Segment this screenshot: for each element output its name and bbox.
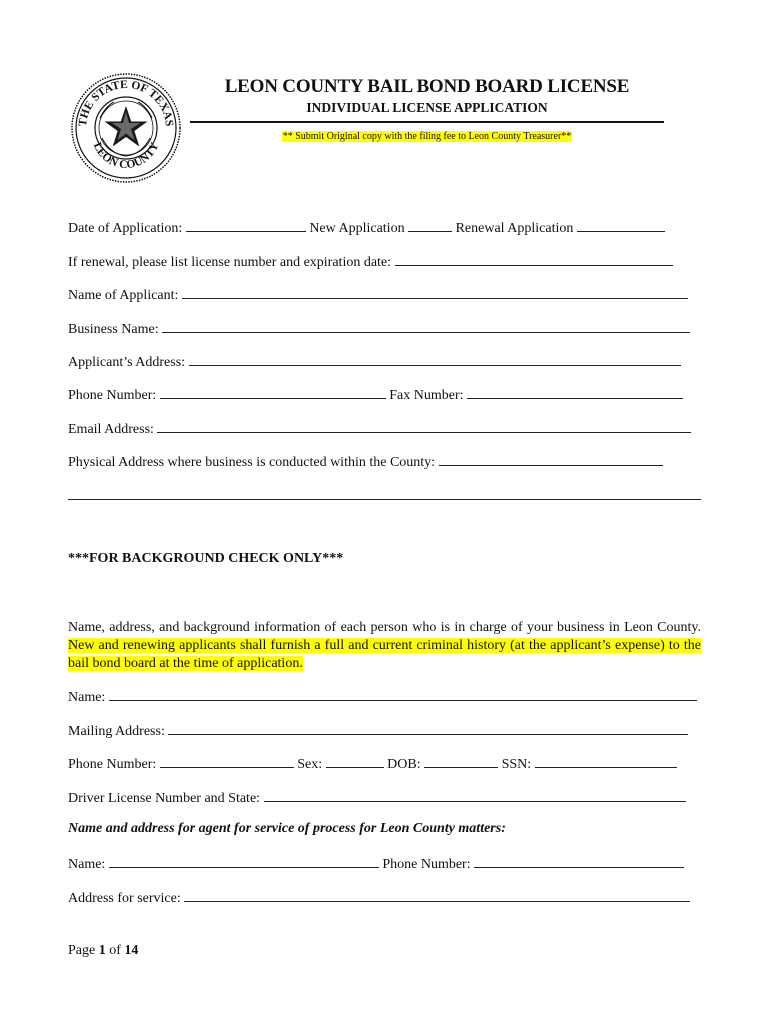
svg-text:THE STATE OF TEXAS: THE STATE OF TEXAS: [76, 78, 176, 128]
applicant-name-field[interactable]: [182, 285, 688, 299]
bg-ssn-label: SSN:: [501, 757, 532, 772]
bg-ssn-field[interactable]: [535, 754, 677, 768]
date-field[interactable]: [186, 218, 306, 232]
total-pages: 14: [124, 943, 139, 958]
bg-phone-label: Phone Number:: [68, 757, 157, 772]
agent-address-label: Address for service:: [68, 891, 181, 906]
date-label: Date of Application:: [68, 221, 183, 236]
renewal-application-field[interactable]: [577, 218, 665, 232]
business-name-field[interactable]: [162, 319, 690, 333]
physical-address-label: Physical Address where business is conducted within the County:: [68, 455, 436, 470]
header-divider: [190, 121, 664, 123]
physical-address-field[interactable]: [439, 452, 663, 466]
physical-address-row: [68, 452, 663, 471]
applicant-address-field[interactable]: [189, 352, 681, 366]
form-subtitle: INDIVIDUAL LICENSE APPLICATION: [306, 100, 548, 115]
svg-text:LEON COUNTY: LEON COUNTY: [90, 140, 162, 172]
phone-label: Phone Number:: [68, 388, 157, 403]
bg-dl-row: [68, 788, 686, 807]
form-title: LEON COUNTY BAIL BOND BOARD LICENSE: [224, 76, 630, 97]
bg-sex-field[interactable]: [326, 754, 384, 768]
bg-dl-label: Driver License Number and State:: [68, 791, 261, 806]
agent-heading: Name and address for agent for service of process for Leon County matters:: [68, 821, 506, 836]
agent-phone-field[interactable]: [474, 854, 684, 868]
agent-address-field[interactable]: [184, 888, 690, 902]
renewal-info-field[interactable]: [395, 252, 673, 266]
bg-phone-field[interactable]: [160, 754, 294, 768]
bg-dob-field[interactable]: [424, 754, 498, 768]
fax-field[interactable]: [467, 385, 683, 399]
bg-mailing-row: [68, 721, 688, 740]
renewal-info-row: [68, 252, 673, 271]
agent-phone-label: Phone Number:: [382, 857, 471, 872]
business-name-row: [68, 319, 690, 338]
bg-name-label: Name:: [68, 690, 106, 705]
bg-name-row: [68, 687, 697, 706]
filing-notice-text: ** Submit Original copy with the filing fee to Leon County Treasurer**: [282, 131, 572, 142]
agent-name-row: [68, 854, 684, 873]
bg-mailing-field[interactable]: [168, 721, 688, 735]
email-field[interactable]: [157, 419, 691, 433]
renewal-application-label: Renewal Application: [455, 221, 574, 236]
background-instructions: [68, 619, 701, 673]
page-word: Page: [68, 943, 96, 958]
phone-field[interactable]: [160, 385, 386, 399]
agent-name-field[interactable]: [109, 854, 379, 868]
email-label: Email Address:: [68, 422, 154, 437]
of-word: of: [109, 943, 121, 958]
bg-dob-label: DOB:: [387, 757, 421, 772]
applicant-address-label: Applicant’s Address:: [68, 355, 186, 370]
page-number: [68, 943, 138, 959]
business-name-label: Business Name:: [68, 322, 159, 337]
agent-name-label: Name:: [68, 857, 106, 872]
agent-address-row: [68, 888, 690, 907]
background-intro-text: Name, address, and background information of each person who is in charge of your business in Leon County.: [68, 620, 701, 635]
bg-name-field[interactable]: [109, 687, 697, 701]
phone-fax-row: [68, 385, 683, 404]
application-date-row: [68, 218, 665, 237]
background-highlight-text: New and renewing applicants shall furnish a full and current criminal history (at the applicant’s expense) to the bail bond board at the time of application.: [68, 638, 701, 671]
applicant-name-label: Name of Applicant:: [68, 288, 179, 303]
email-row: [68, 419, 691, 438]
bg-dl-field[interactable]: [264, 788, 686, 802]
new-application-field[interactable]: [408, 218, 452, 232]
fax-label: Fax Number:: [389, 388, 464, 403]
new-application-label: New Application: [309, 221, 405, 236]
filing-notice: [190, 131, 664, 142]
physical-address-continuation-line[interactable]: [68, 499, 701, 500]
bg-sex-label: Sex:: [297, 757, 323, 772]
current-page: 1: [98, 943, 106, 958]
renewal-info-label: If renewal, please list license number and expiration date:: [68, 255, 392, 270]
applicant-name-row: [68, 285, 688, 304]
background-check-heading: ***FOR BACKGROUND CHECK ONLY***: [68, 551, 344, 566]
bg-mailing-label: Mailing Address:: [68, 724, 165, 739]
bg-phone-row: [68, 754, 677, 773]
applicant-address-row: [68, 352, 681, 371]
leon-county-seal: [70, 72, 182, 184]
